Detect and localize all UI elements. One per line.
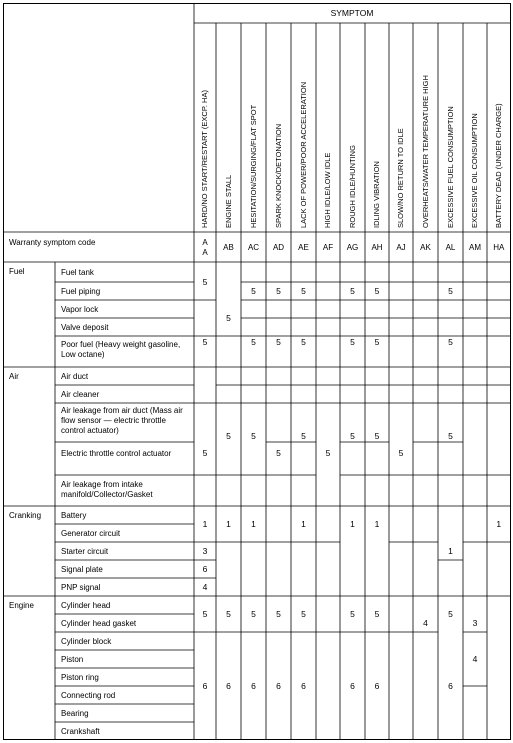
symptom-header-13: BATTERY DEAD (UNDER CHARGE) <box>493 103 503 228</box>
rating-cell: 4 <box>202 582 208 592</box>
item-label: Air cleaner <box>61 390 100 399</box>
warranty-code-13: HA <box>493 243 505 252</box>
rating-cell: 5 <box>202 277 208 287</box>
warranty-code-11: AL <box>445 243 456 252</box>
symptom-header-3: HESITATION/SURGING/FLAT SPOT <box>248 104 258 228</box>
rating-cell: 4 <box>423 618 428 628</box>
item-label: Vapor lock <box>61 305 99 314</box>
group-label-fuel: Fuel <box>9 267 25 276</box>
rating-cell: 5 <box>226 431 231 441</box>
rating-cell: 3 <box>202 546 208 556</box>
symptom-header-5: LACK OF POWER/POOR ACCELERATION <box>298 81 308 228</box>
rating-cell: 5 <box>350 609 355 619</box>
rating-cell: 5 <box>251 431 256 441</box>
warranty-code-9: AJ <box>396 243 406 252</box>
warranty-code-2: AB <box>223 243 234 252</box>
rating-cell: 5 <box>251 609 256 619</box>
rating-cell: 1 <box>350 519 355 529</box>
rating-cell: 1 <box>301 519 306 529</box>
rating-cell: 6 <box>301 681 306 691</box>
item-label: Crankshaft <box>61 727 100 736</box>
rating-cell: 6 <box>202 564 208 574</box>
item-label: Generator circuit <box>61 529 121 538</box>
item-label: Air leakage from air duct (Mass air flow sensor — electric throttle control actuator) <box>61 406 183 435</box>
rating-cell: 5 <box>325 448 331 458</box>
rating-cell: 5 <box>226 609 231 619</box>
item-label: Valve deposit <box>61 323 109 332</box>
item-label: Piston ring <box>61 673 99 682</box>
rating-cell: 5 <box>301 337 306 347</box>
item-label: Battery <box>61 511 87 520</box>
rating-cell: 5 <box>448 337 453 347</box>
warranty-label: Warranty symptom code <box>9 238 96 247</box>
rating-cell: 6 <box>350 681 355 691</box>
rating-cell: 5 <box>448 609 453 619</box>
item-label: Bearing <box>61 709 89 718</box>
rating-cell: 6 <box>276 681 281 691</box>
rating-cell: 6 <box>251 681 256 691</box>
rating-cell: 6 <box>226 681 231 691</box>
item-label: Air leakage from intake manifold/Collector/Gasket <box>61 480 153 499</box>
item-label: Air duct <box>61 372 89 381</box>
symptom-header-2: ENGINE STALL <box>223 174 233 228</box>
rating-cell: 5 <box>251 286 256 296</box>
item-label: Cylinder block <box>61 637 112 646</box>
warranty-code-3: AC <box>247 243 260 252</box>
rating-cell: 5 <box>350 286 355 296</box>
item-label: Cylinder head <box>61 601 111 610</box>
rating-cell: 5 <box>202 448 208 458</box>
rating-cell: 5 <box>301 609 306 619</box>
rating-cell: 6 <box>448 681 453 691</box>
warranty-code-12: AM <box>469 243 481 252</box>
group-label-engine: Engine <box>9 601 34 610</box>
item-label: Fuel piping <box>61 287 101 296</box>
rating-cell: 1 <box>496 519 502 529</box>
rating-cell: 5 <box>374 286 380 296</box>
rating-cell: 6 <box>374 681 380 691</box>
rating-cell: 1 <box>448 546 453 556</box>
rating-cell: 1 <box>226 519 231 529</box>
rating-cell: 5 <box>350 337 355 347</box>
rating-cell: 5 <box>276 337 281 347</box>
rating-cell: 4 <box>472 654 478 664</box>
rating-cell: 5 <box>374 431 380 441</box>
rating-cell: 5 <box>374 337 380 347</box>
item-label: Electric throttle control actuator <box>61 449 172 458</box>
rating-cell: 5 <box>374 609 380 619</box>
group-label-air: Air <box>9 372 19 381</box>
symptom-header-11: EXCESSIVE FUEL CONSUMPTION <box>445 106 455 228</box>
rating-cell: 5 <box>448 431 453 441</box>
warranty-code-10: AK <box>420 243 431 252</box>
rating-cell: 5 <box>251 337 256 347</box>
warranty-code-4: AD <box>272 243 285 252</box>
rating-cell: 5 <box>202 609 208 619</box>
rating-cell: 1 <box>251 519 256 529</box>
item-label: Poor fuel (Heavy weight gasoline, Low octane) <box>61 340 181 359</box>
rating-cell: 5 <box>276 448 281 458</box>
symptom-header-10: OVERHEATS/WATER TEMPERATURE HIGH <box>420 75 430 228</box>
warranty-code-8: AH <box>371 243 383 252</box>
group-label-cranking: Cranking <box>9 511 42 520</box>
rating-cell: 3 <box>472 618 478 628</box>
rating-cell: 5 <box>398 448 404 458</box>
rating-cell: 5 <box>350 431 355 441</box>
rating-cell: 5 <box>276 286 281 296</box>
item-label: Cylinder head gasket <box>61 619 137 628</box>
rating-cell: 5 <box>202 337 208 347</box>
rating-cell: 5 <box>301 431 306 441</box>
item-label: Fuel tank <box>61 268 94 277</box>
warranty-code-5: AE <box>298 243 309 252</box>
warranty-code-1: A A <box>202 238 208 257</box>
rating-cell: 5 <box>276 609 281 619</box>
rating-cell: 5 <box>226 313 231 323</box>
symptom-header-4: SPARK KNOCK/DETONATION <box>273 123 283 228</box>
item-label: Connecting rod <box>61 691 116 700</box>
rating-cell: 1 <box>202 519 208 529</box>
item-label: Signal plate <box>61 565 103 574</box>
symptom-header-8: IDLING VIBRATION <box>372 161 381 228</box>
item-label: Starter circuit <box>61 547 109 556</box>
warranty-code-7: AG <box>346 243 359 252</box>
symptom-header-7: ROUGH IDLE/HUNTING <box>347 145 357 228</box>
rating-cell: 5 <box>301 286 306 296</box>
symptom-header-12: EXCESSIVE OIL CONSUMPTION <box>470 113 479 228</box>
rating-cell: 6 <box>202 681 208 691</box>
symptom-header: SYMPTOM <box>330 8 374 18</box>
item-label: Piston <box>61 655 84 664</box>
rating-cell: 5 <box>448 286 453 296</box>
warranty-code-6: AF <box>322 243 334 252</box>
symptom-header-9: SLOW/NO RETURN TO IDLE <box>396 128 405 228</box>
item-label: PNP signal <box>61 583 101 592</box>
symptom-header-1: HARD/NO START/RESTART (EXCP. HA) <box>200 90 209 228</box>
rating-cell: 1 <box>374 519 380 529</box>
symptom-header-6: HIGH IDLE/LOW IDLE <box>323 152 332 228</box>
